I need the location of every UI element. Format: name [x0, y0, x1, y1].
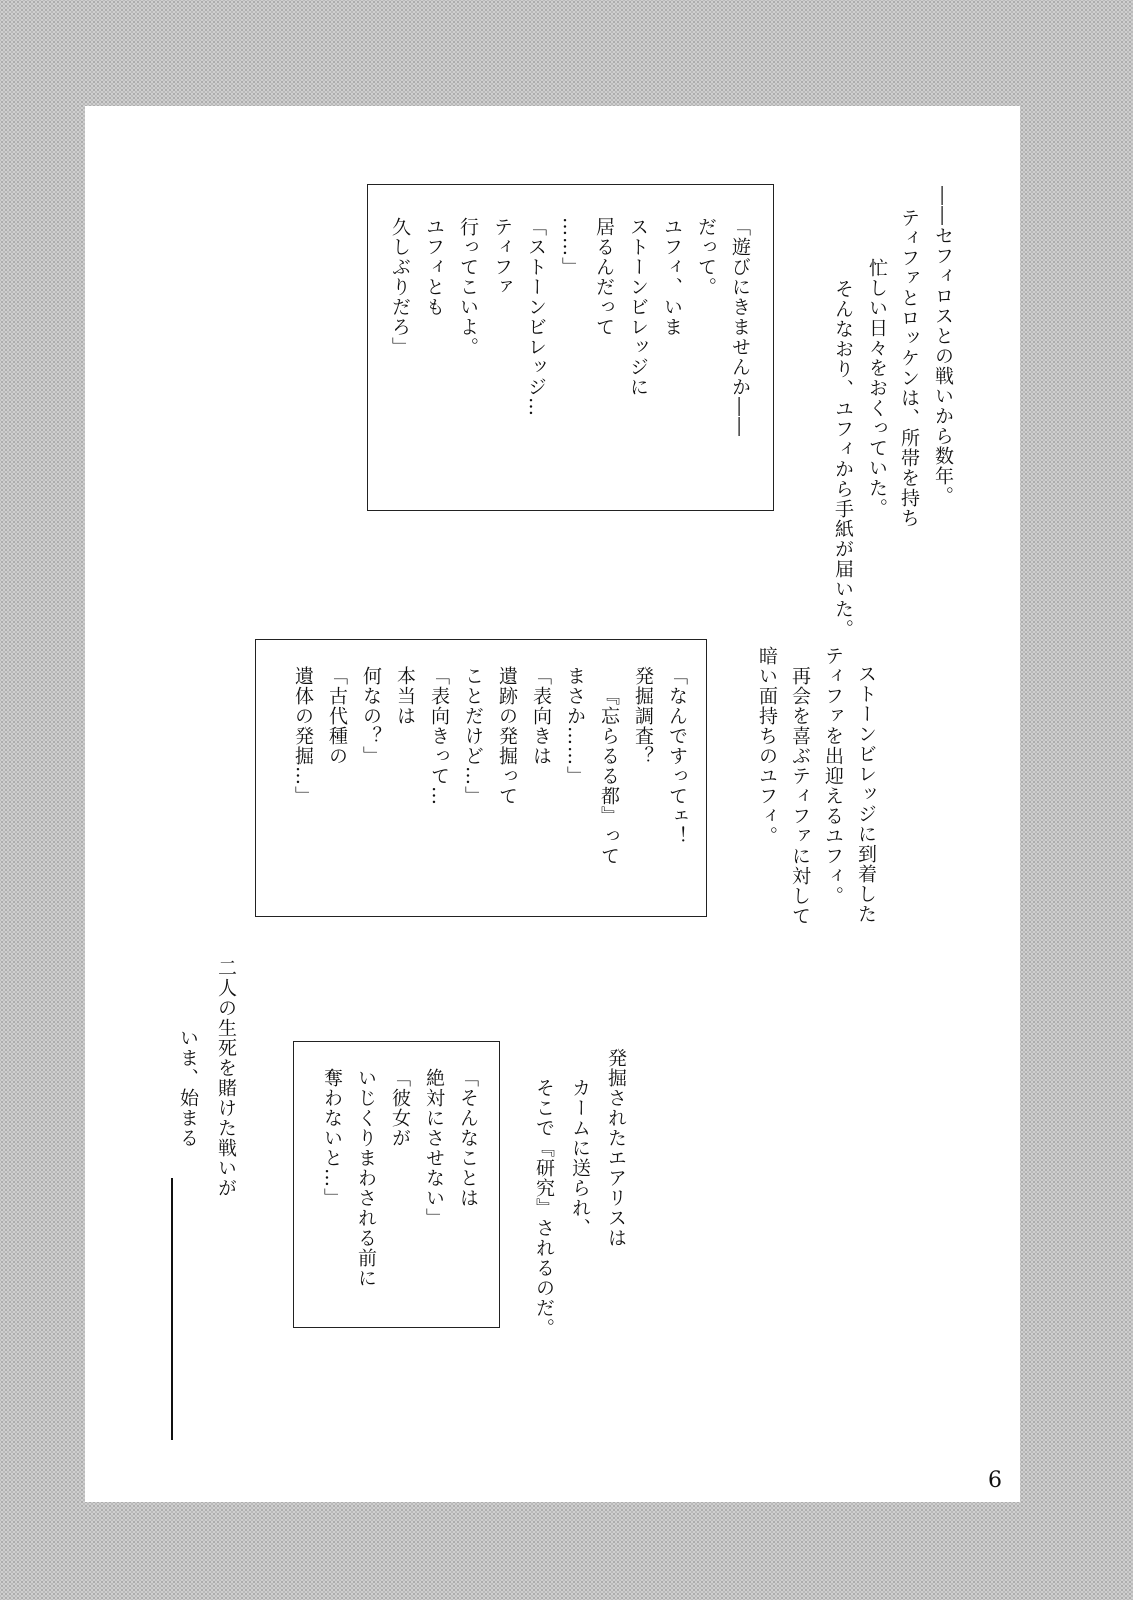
dialogue-line: ことだけど…」	[462, 666, 484, 806]
narration-line: ストーンビレッジに到着した	[855, 664, 877, 924]
dialogue-line: 本当は	[394, 666, 416, 726]
resolve-line: 絶対にさせない」	[423, 1068, 445, 1228]
letter-line: 「ストーンビレッジ…	[525, 217, 547, 417]
dialogue-line: 発掘調査？	[632, 666, 654, 766]
narration-line: 二人の生死を賭けた戦いが	[215, 958, 237, 1198]
letter-line: ストーンビレッジに	[627, 217, 649, 397]
arrival-narration	[725, 646, 875, 1066]
resolve-line: 奪わないと…」	[321, 1068, 343, 1208]
research-narration	[515, 1048, 625, 1348]
letter-line: ユフィ、いま	[661, 217, 683, 337]
resolve-line: いじくりまわされる前に	[355, 1068, 377, 1288]
letter-line: ……」	[559, 217, 581, 277]
letter-line: 「遊びにきませんか――	[729, 217, 751, 437]
letter-line: 行ってこいよ。	[457, 217, 479, 357]
letter-box	[367, 184, 774, 511]
dialogue-line: 「表向きは	[530, 666, 552, 766]
closing-narration	[145, 958, 235, 1418]
dialogue-line: 遺体の発掘…」	[292, 666, 314, 806]
closing-dash-rule	[171, 1178, 173, 1440]
resolve-line: 「そんなことは	[457, 1068, 479, 1208]
dialogue-box	[255, 639, 707, 917]
dialogue-line: 何なの？」	[360, 666, 382, 766]
letter-line: ティファ	[491, 217, 513, 297]
narration-line: 忙しい日々をおくっていた。	[866, 258, 888, 518]
narration-line: 再会を喜ぶティファに対して	[789, 666, 811, 926]
dialogue-line: 遺跡の発掘って	[496, 666, 518, 806]
manga-text-page	[85, 106, 1020, 1502]
narration-line: そんなおり、ユフィから手紙が届いた。	[832, 279, 854, 639]
narration-line: ティファとロッケンは、所帯を持ち	[898, 208, 920, 528]
narration-line: カームに送られ、	[569, 1078, 591, 1238]
dialogue-line: まさか……」	[564, 666, 586, 786]
narration-line: そこで『研究』されるのだ。	[533, 1078, 555, 1338]
resolve-text	[315, 1068, 485, 1288]
dialogue-line: 「なんですってェ！	[666, 666, 688, 846]
dialogue-line: 「古代種の	[326, 666, 348, 766]
letter-line: 居るんだって	[593, 217, 615, 337]
narration-line: ティファを出迎えるユフィ。	[822, 646, 844, 906]
letter-line: 久しぶりだろ」	[389, 217, 411, 357]
intro-narration	[822, 186, 952, 706]
resolve-line: 「彼女が	[389, 1068, 411, 1148]
narration-line: いま、始まる	[177, 1028, 199, 1148]
dialogue-text	[286, 666, 694, 866]
narration-line: 暗い面持ちのユフィ。	[756, 646, 778, 846]
dialogue-line: 「表向きって…	[428, 666, 450, 806]
resolve-box	[293, 1041, 500, 1328]
letter-line: ユフィとも	[423, 217, 445, 317]
narration-line: 発掘されたエアリスは	[605, 1048, 627, 1248]
letter-line: だって。	[695, 217, 717, 297]
letter-text	[383, 217, 757, 437]
narration-line: ――セフィロスとの戦いから数年。	[932, 186, 954, 506]
dialogue-line: 『忘らるる都』って	[598, 686, 620, 866]
page-number: 6	[988, 1468, 1002, 1493]
